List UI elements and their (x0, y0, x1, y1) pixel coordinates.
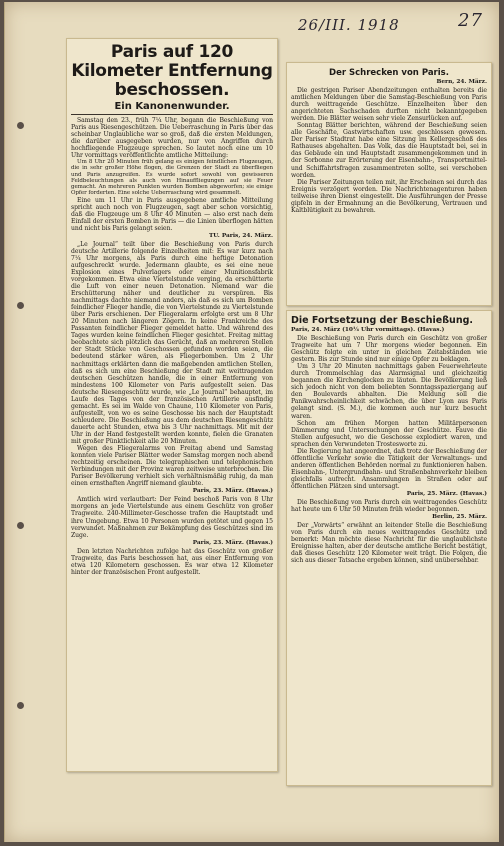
article-headline: Paris auf 120 Kilometer Entfernung beschossen. (71, 42, 273, 100)
dateline: Berlin, 25. März. (432, 514, 487, 521)
dateline: Paris, 23. März. (Havas.) (192, 539, 273, 546)
handwritten-page-number: 27 (458, 10, 483, 31)
paragraph: Schon am frühen Morgen hatten Militärpersonen Dämmerung und Untersuchungen der Geschütze. Fauve die Stellen aufgesucht, wo die Geschosse explodiert waren, und sprachen den Verwundeten Trostesworte zu. (291, 419, 487, 448)
paragraph: Samstag den 23., früh 7¼ Uhr, begann die Beschießung von Paris aus Riesengeschützen. Die Ueberraschung in Paris über das scheinbar Unglaubliche war so groß, daß die ersten Meldungen, die darüber ausgegeben wurden, nur von Angriffen durch hochfliegende Flugzeuge sprechen. So lautet noch eine um 10 Uhr vormittags veröffentlichte amtliche Mitteilung: (71, 117, 273, 160)
paragraph: Die Pariser Zeitungen teilen mit, ihr Erscheinen sei durch das Ereignis verzögert worden. Die Nachrichtenagenturen haben teilweise ihren Dienst eingestellt. Die Ausführungen der Presse gipfeln in der Ermahnung an die Bevölkerung, Vertrauen und Kaltblütigkeit zu bewahren. (291, 178, 487, 214)
paragraph-official: Amtlich wird verlautbart: Der Feind beschoß Paris von 8 Uhr morgens an jede Viertelstunde aus einem Geschütz von großer Tragweite. 240-Millimeter-Geschosse trafen die Hauptstadt und ihre Umgebung. Etwa 10 Personen wurden getötet und gegen 15 verwundet. Maßnahmen zur Bekämpfung des Geschützes sind im Zuge. (71, 496, 273, 539)
paragraph: Um 3 Uhr 20 Minuten nachmittags gaben Feuerwehrleute durch Trommelschlag das Alarmsignal und gleichzeitig begannen die Kirchenglocken zu läuten. Die Bevölkerung ließ sich jedoch nicht von dem beliebten Sonntagsspaziergang auf den Boulevards abhalten. Die Meldung soll die Panikwahrscheinlichkeit schwächen, die über Lyon aus Paris gelangt sind. (S. M.), die kommen auch nur kurz besucht waren. (291, 363, 487, 420)
paragraph-le-journal: „Le Journal“ teilt über die Beschießung von Paris durch deutsche Artillerie folgende Einzelheiten mit: Es war kurz nach 7¼ Uhr morgens, als Paris durch eine heftige Detonation aufgeschreckt wurde. Jedermann glaubte, es sei eine neue Explosion eines Pulverlagers oder einer Munitionsfabrik vorgekommen. Etwa eine Viertelstunde verging, da erschütterte die Luft von einer neuen Detonation. Niemand war die Erschütterung näher und deutlicher zu verspüren. Bis nachmittags dachte niemand anders, als daß es sich um Bomben feindlicher Flieger handle, die von Viertelstunde zu Viertelstunde über Paris erschienen. Der Fliegeralarm erfolgte erst um 8 Uhr 20 Minuten nach längeren Zögern. In keine Frankreiche des Passanten feindlicher Flieger gemeldet hatte. Und während des Tages wurden keine feindlichen Flieger gesichtet. Freitag mittag beobachtete sich plötzlich das Gerücht, daß an mehreren Stellen der Stadt Stücke von Geschossen gefunden worden seien, die bedeutend stärker wären, als Fliegerbomben. Um 2 Uhr nachmittags erklärten dann die maßgebenden amtlichen Stellen, daß es sich um eine Beschießung der Stadt mit weittragenden deutschen Geschützen handle, die in einer Entfernung von mindestens 100 Kilometer von Paris aufgestellt seien. Das deutsche Riesengeschütz wurde, wie „Le Journal“ behauptet, im Laufe des Tages von der französischen Artillerie ausfindig gemacht. Es sei im Walde von Chaune, 110 Kilometer von Paris, aufgestellt, von wo es seine Geschosse bis nach der Hauptstadt schleudere. Die Beschießung aus dem deutschen Riesengeschütz dauerte acht Stunden, etwa bis 3 Uhr nachmittags. Mit mit der Uhr in der Hand festgestellt werden konnte, fielen die Granaten mit großer Pünktlichkeit alle 20 Minuten. (71, 240, 273, 446)
divider (71, 114, 273, 115)
paragraph: Wegen des Fliegeralarms von Freitag abend und Samstag konnten viele Pariser Blätter weder Samstag morgen noch abend rechtzeitig erscheinen. Die telegraphischen und telephonischen Verbindungen mit der Provinz waren zeitweise unterbrochen. Die Pariser Bevölkerung verhielt sich verhältnismäßig ruhig, da man einen ernsthaften Angriff niemand glaubte. (71, 445, 273, 488)
paragraph: Die Beschießung von Paris durch ein Geschütz von großer Tragweite hat um 7 Uhr morgens wieder begonnen. Ein Geschütz folgte ein unter in gleichen Zeitabständen wie gestern. Bis zur Stunde sind nur einige Opfer zu beklagen. (291, 335, 487, 364)
dateline: Paris, 25. März. (Havas.) (406, 491, 487, 498)
clipping-main-article (66, 38, 278, 772)
paragraph: Der „Vorwärts“ erwähnt an leitender Stelle die Beschießung von Paris durch ein neues weittragendes Geschütz und bemerkt: Man möchte diese Nachricht für die unglaublichste Ereignisse halten, aber der deutsche amtliche Bericht bestätigt, daß dieses Geschütz 120 Kilometer weit trägt. Die Folgen, die sich aus dieser Tatsache ergeben können, sind unübersehbar. (291, 522, 487, 565)
handwritten-date: 26/III. 1918 (298, 16, 400, 34)
dateline: Bern, 24. März. (436, 79, 487, 85)
clipping-fortsetzung (286, 310, 492, 786)
paragraph: Die Beschießung von Paris durch ein weittragendes Geschütz hat heute um 6 Uhr 50 Minuten früh wieder begonnen. (291, 499, 487, 514)
column-heading: Der Schrecken von Paris. (329, 68, 449, 78)
article-subhead: Ein Kanonenwunder. (114, 101, 230, 112)
paragraph: Den letzten Nachrichten zufolge hat das Geschütz von großer Tragweite, das Paris beschossen hat, aus einer Entfernung von etwa 120 Kilometern geschossen. Es war etwa 12 Kilometer hinter der französischen Front aufgestellt. (71, 547, 273, 576)
column-heading: Die Fortsetzung der Beschießung. (291, 315, 473, 326)
dateline: Paris, 23. März. (Havas.) (192, 488, 273, 495)
clipping-schrecken-von-paris (286, 62, 492, 306)
paragraph: Eine um 11 Uhr in Paris ausgegebene amtliche Mitteilung spricht auch noch von Flugzeugen, sagt aber schon vorsichtig, daß die Flugzeuge um 8 Uhr 40 Minuten — also erst nach dem Einfall der ersten Bomben in Paris — die Linien überflogen hätten und nicht bis Paris gelangt seien. (71, 196, 273, 232)
paragraph: Sonntag Blätter berichten, während der Beschießung seien alle Geschäfte, Gastwirtschaften usw. geschlossen gewesen. Der Pariser Stadtrat habe eine Sitzung im Kellergeschoß des Rathauses abgehalten. Das Volk, das die Hauptstadt bei, sei in das Gebäude ein und Hauptstadt zusammengekommen und in der Sorbonne zur Erörterung der Eisenbahn-, Transportmittel- und Schiffahrtsfragen zusammentreten sollte, sei verschoben worden. (291, 122, 487, 179)
paragraph-official-notice: Um 8 Uhr 20 Minuten früh gelang es einigen feindlichen Flugzeugen, die in sehr großer Höhe flogen, die Grenzen der Stadt zu überfliegen und Paris anzugreifen. Es wurde sofort sowohl von gewisseren Feldbeleuchtungen als auch von Hinauffliegungen auf sie Feuer gemacht. An mehreren Punkten wurden Bomben abgeworfen; sie einige Opfer forderten. Eine solche Ueberraschung wird gesammelt. (71, 159, 273, 197)
paragraph: Die gestrigen Pariser Abendzeitungen enthalten bereits die amtlichen Meldungen über die Samstag-Beschießung von Paris durch weittragende Geschütze. Einzelheiten über den angerichteten Sachschaden durften nicht bekanntgegeben werden. Die Blätter weisen sehr viele Zensurlücken auf. (291, 87, 487, 123)
dateline: Paris, 24. März (10¼ Uhr vormittags). (Havas.) (291, 327, 445, 333)
paragraph: Die Regierung hat angeordnet, daß trotz der Beschießung der öffentliche Verkehr sowie die Tätigkeit der Verwaltungs- und anderen öffentlichen Behörden normal zu funktionieren haben. Eisenbahn-, Untergrundbahn- und Straßenbahnverkehr bleiben gleichfalls aufrecht. Ansammlungen in Straßen oder auf öffentlichen Plätzen sind untersagt. (291, 447, 487, 490)
dateline: TU. Paris, 24. März. (208, 232, 273, 239)
